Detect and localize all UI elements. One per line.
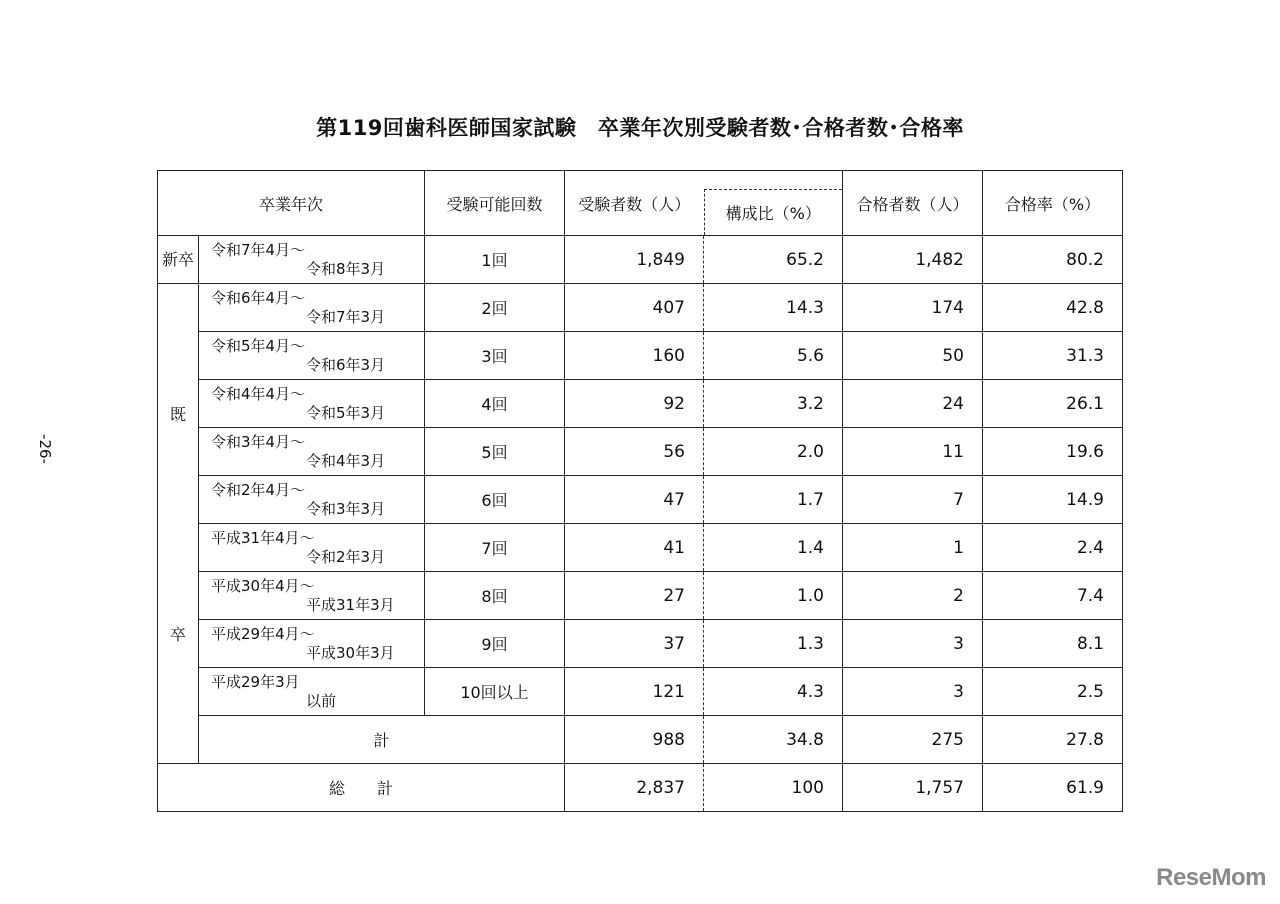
ratio-cell: 5.6: [704, 332, 843, 380]
period-from: 平成30年4月～: [211, 576, 315, 595]
period-from: 令和6年4月～: [211, 288, 306, 307]
examinees-cell: 56: [565, 428, 704, 476]
passers-cell: 275: [843, 716, 983, 764]
period-to: 令和7年3月: [306, 307, 386, 326]
period-to: 令和6年3月: [306, 355, 386, 374]
attempts-cell: 2回: [425, 284, 565, 332]
table-row: [158, 236, 1123, 284]
period-from: 令和7年4月～: [211, 240, 306, 259]
table-row: [158, 572, 1123, 620]
ratio-cell: 34.8: [704, 716, 843, 764]
passers-cell: 2: [843, 572, 983, 620]
group-label-bottom: 卒: [169, 625, 186, 644]
rate-cell: 19.6: [983, 428, 1123, 476]
passers-cell: 7: [843, 476, 983, 524]
header-attempts: 受験可能回数: [425, 171, 565, 236]
examinees-cell: 988: [565, 716, 704, 764]
period-to: 令和3年3月: [306, 499, 386, 518]
rate-cell: 42.8: [983, 284, 1123, 332]
examinees-cell: 1,849: [565, 236, 704, 284]
table-row: [158, 284, 1123, 332]
table-row: [158, 524, 1123, 572]
graduation-period: [199, 668, 425, 716]
graduation-period: [199, 572, 425, 620]
graduation-period: [199, 332, 425, 380]
ratio-cell: 3.2: [704, 380, 843, 428]
attempts-cell: 4回: [425, 380, 565, 428]
ratio-cell: 1.0: [704, 572, 843, 620]
graduation-period: [199, 524, 425, 572]
attempts-cell: 10回以上: [425, 668, 565, 716]
graduation-period: [199, 476, 425, 524]
period-to: 令和8年3月: [306, 259, 386, 278]
document-title: 第119回歯科医師国家試験 卒業年次別受験者数･合格者数･合格率: [316, 116, 964, 140]
subtotal-label: 計: [199, 716, 565, 764]
rate-cell: 61.9: [983, 764, 1123, 812]
period-from: 平成29年4月～: [211, 624, 315, 643]
examinees-cell: 47: [565, 476, 704, 524]
page-number: -26-: [35, 434, 54, 464]
rate-cell: 7.4: [983, 572, 1123, 620]
ratio-cell: 1.7: [704, 476, 843, 524]
passers-cell: 174: [843, 284, 983, 332]
table-row: [158, 620, 1123, 668]
passers-cell: 50: [843, 332, 983, 380]
rate-cell: 26.1: [983, 380, 1123, 428]
passers-cell: 1,482: [843, 236, 983, 284]
rate-cell: 80.2: [983, 236, 1123, 284]
attempts-cell: 5回: [425, 428, 565, 476]
subtotal-row: [158, 716, 1123, 764]
table-row: [158, 428, 1123, 476]
passers-cell: 1,757: [843, 764, 983, 812]
ratio-cell: 100: [704, 764, 843, 812]
ratio-cell: 14.3: [704, 284, 843, 332]
group-previous-graduates: [158, 284, 199, 764]
period-to: 令和5年3月: [306, 403, 386, 422]
attempts-cell: 6回: [425, 476, 565, 524]
examinees-cell: 41: [565, 524, 704, 572]
results-table: [157, 170, 1123, 812]
rate-cell: 8.1: [983, 620, 1123, 668]
table-row: [158, 668, 1123, 716]
graduation-period: [199, 428, 425, 476]
period-to: 以前: [306, 691, 337, 710]
rate-cell: 27.8: [983, 716, 1123, 764]
group-label: 新卒: [161, 249, 194, 269]
attempts-cell: 9回: [425, 620, 565, 668]
examinees-cell: 92: [565, 380, 704, 428]
period-to: 平成30年3月: [306, 643, 395, 662]
period-to: 平成31年3月: [306, 595, 395, 614]
attempts-cell: 3回: [425, 332, 565, 380]
ratio-cell: 65.2: [704, 236, 843, 284]
graduation-period: [199, 380, 425, 428]
period-to: 令和2年3月: [306, 547, 386, 566]
graduation-period: [199, 284, 425, 332]
table-row: [158, 476, 1123, 524]
header-year: 卒業年次: [158, 171, 425, 236]
period-from: 令和2年4月～: [211, 480, 306, 499]
graduation-period: [199, 620, 425, 668]
examinees-cell: 27: [565, 572, 704, 620]
header-examinees: 受験者数（人）: [565, 171, 704, 236]
examinees-cell: 160: [565, 332, 704, 380]
ratio-cell: 2.0: [704, 428, 843, 476]
period-from: 令和3年4月～: [211, 432, 306, 451]
period-to: 令和4年3月: [306, 451, 386, 470]
examinees-cell: 407: [565, 284, 704, 332]
period-from: 令和4年4月～: [211, 384, 306, 403]
passers-cell: 1: [843, 524, 983, 572]
period-from: 平成29年3月: [211, 672, 300, 691]
header-passers: 合格者数（人）: [843, 171, 983, 236]
ratio-cell: 1.4: [704, 524, 843, 572]
passers-cell: 3: [843, 668, 983, 716]
resemom-logo: ReseMom: [1156, 864, 1266, 891]
header-row: [158, 171, 1123, 236]
examinees-cell: 37: [565, 620, 704, 668]
group-label-top: 既: [169, 405, 186, 424]
attempts-cell: 7回: [425, 524, 565, 572]
examinees-cell: 2,837: [565, 764, 704, 812]
table-row: [158, 380, 1123, 428]
header-ratio: 構成比（%）: [704, 189, 843, 235]
total-row: [158, 764, 1123, 812]
graduation-period: [199, 236, 425, 284]
examinees-cell: 121: [565, 668, 704, 716]
table-row: [158, 332, 1123, 380]
header-rate: 合格率（%）: [983, 171, 1123, 236]
period-from: 令和5年4月～: [211, 336, 306, 355]
period-from: 平成31年4月～: [211, 528, 315, 547]
group-new-graduates: [158, 236, 199, 284]
passers-cell: 11: [843, 428, 983, 476]
ratio-cell: 4.3: [704, 668, 843, 716]
passers-cell: 3: [843, 620, 983, 668]
rate-cell: 2.5: [983, 668, 1123, 716]
attempts-cell: 1回: [425, 236, 565, 284]
rate-cell: 14.9: [983, 476, 1123, 524]
ratio-cell: 1.3: [704, 620, 843, 668]
rate-cell: 2.4: [983, 524, 1123, 572]
attempts-cell: 8回: [425, 572, 565, 620]
passers-cell: 24: [843, 380, 983, 428]
rate-cell: 31.3: [983, 332, 1123, 380]
header-ratio-cell: [704, 171, 843, 236]
total-label: 総 計: [158, 764, 565, 812]
